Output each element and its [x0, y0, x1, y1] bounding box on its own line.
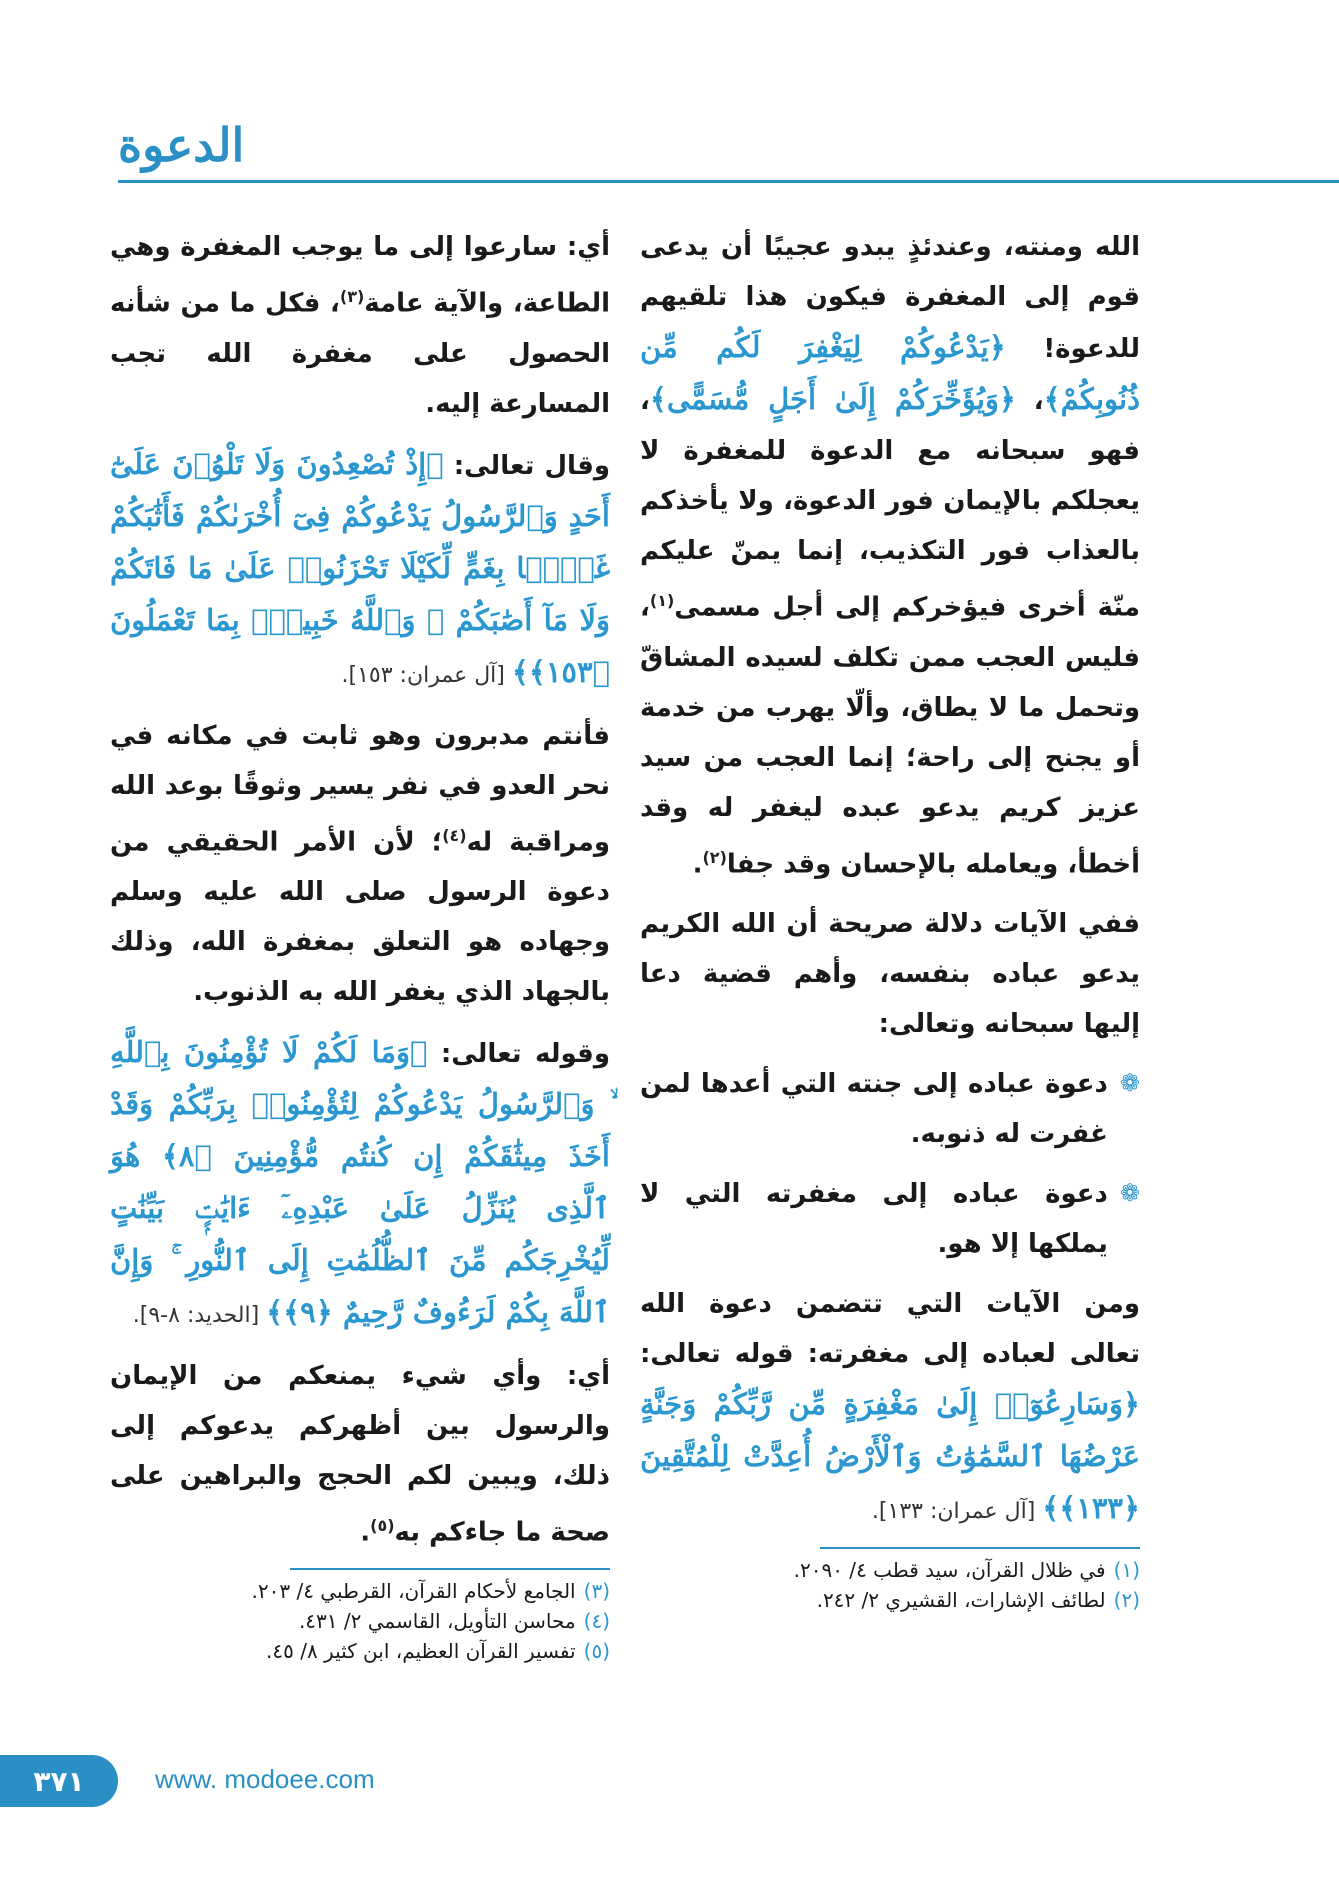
- bullet-item: [640, 1169, 1140, 1279]
- page-number: ٣٧١: [0, 1755, 118, 1807]
- footnote-divider: [290, 1568, 610, 1570]
- footnote-number: (٢): [1113, 1588, 1140, 1613]
- text: ومن الآيات التي تتضمن دعوة الله تعالى لعباده إلى مغفرته: قوله تعالى:: [640, 1289, 1140, 1370]
- flower-bullet-icon: ❁: [1119, 1179, 1140, 1208]
- footnote-ref[interactable]: (١): [649, 591, 675, 610]
- footnote: [110, 1576, 610, 1606]
- text: أي: وأي شيء يمنعكم من الإيمان والرسول بين أظهركم يدعوكم إلى ذلك، ويبين لكم الحجج والبراهين على صحة ما جاءكم به: [110, 1361, 610, 1548]
- website-link[interactable]: www. modoee.com: [155, 1764, 375, 1794]
- footnote-text: الجامع لأحكام القرآن، القرطبي ٤/ ٢٠٣.: [251, 1578, 576, 1603]
- text: وقوله تعالى:: [427, 1039, 610, 1070]
- text: .: [692, 849, 703, 880]
- text: ؛ لأن الأمر الحقيقي من دعوة الرسول صلى الله عليه وسلم وجهاده هو التعلق بمغفرة الله، وذلك بالجهاد الذي يغفر الله به الذنوب.: [110, 827, 610, 1008]
- footnote-ref[interactable]: (٤): [442, 825, 467, 845]
- footnote: [110, 1636, 610, 1666]
- text: .: [360, 1517, 371, 1548]
- verse-reference: [آل عمران: ١٣٣].: [871, 1499, 1043, 1525]
- footnote-text: لطائف الإشارات، القشيري ٢/ ٢٤٢.: [816, 1588, 1106, 1613]
- text: فأنتم مدبرون وهو ثابت في مكانه في نحر العدو في نفر يسير وثوقًا بوعد الله ومراقبة له: [110, 720, 610, 858]
- footnote-text: محاسن التأويل، القاسمي ٢/ ٤٣١.: [298, 1608, 576, 1633]
- quran-verse: ﴿وَمَا لَكُمْ لَا تُؤْمِنُونَ بِٱللَّهِ ۙ وَٱلرَّسُولُ يَدْعُوكُمْ لِتُؤْمِنُوا۟ بِرَبِّكُمْ وَقَدْ أَخَذَ مِيثَٰقَكُمْ إِن كُنتُم مُّؤْمِنِينَ ﴿٨﴾ هُوَ ٱلَّذِى يُنَزِّلُ عَلَىٰ عَبْدِهِۦٓ ءَايَٰتٍۭ بَيِّنَٰتٍ لِّيُخْرِجَكُم مِّنَ ٱلظُّلُمَٰتِ إِلَى ٱلنُّورِ ۚ وَإِنَّ ٱللَّهَ بِكُمْ لَرَءُوفٌ رَّحِيمٌ ﴿٩﴾﴾: [110, 1035, 610, 1330]
- paragraph: [110, 1351, 610, 1558]
- footnote: [640, 1555, 1140, 1585]
- text: ، فكل ما من شأنه الحصول على مغفرة الله تجب المسارعة إليه.: [110, 288, 610, 419]
- text: ،: [1015, 386, 1044, 416]
- footnote-number: (١): [1113, 1558, 1140, 1583]
- footnote-number: (٤): [583, 1608, 610, 1633]
- footnote-divider: [820, 1547, 1140, 1549]
- footnote: [640, 1585, 1140, 1615]
- quran-verse: ﴿إِذْ تُصْعِدُونَ وَلَا تَلْوُۥنَ عَلَىٰٓ أَحَدٍ وَٱلرَّسُولُ يَدْعُوكُمْ فِىٓ أُخْرَىٰكُمْ فَأَثَٰبَكُمْ غَمًّۢا بِغَمٍّ لِّكَيْلَا تَحْزَنُوا۟ عَلَىٰ مَا فَاتَكُمْ وَلَا مَآ أَصَٰبَكُمْ ۗ وَٱللَّهُ خَبِيرٌۢ بِمَا تَعْمَلُونَ ﴿١٥٣﴾﴾: [110, 446, 610, 689]
- quran-verse: ﴿يَدْعُوكُمْ لِيَغْفِرَ لَكُم مِّن ذُنُوبِكُمْ﴾: [640, 330, 1140, 416]
- text: أي: سارعوا إلى ما يوجب المغفرة وهي الطاعة، والآية عامة: [110, 232, 610, 319]
- quran-verse: ﴿وَسَارِعُوٓا۟ إِلَىٰ مَغْفِرَةٍ مِّن رَّبِّكُمْ وَجَنَّةٍ عَرْضُهَا ٱلسَّمَٰوَٰتُ وَٱلْأَرْضُ أُعِدَّتْ لِلْمُتَّقِينَ ﴿١٣٣﴾﴾: [640, 1387, 1140, 1526]
- verse-reference: [الحديد: ٨-٩].: [132, 1303, 267, 1329]
- paragraph: ففي الآيات دلالة صريحة أن الله الكريم يدعو عباده بنفسه، وأهم قضية دعا إليها سبحانه وتعالى:: [640, 909, 1140, 1040]
- paragraph: [110, 711, 610, 1018]
- flower-bullet-icon: ❁: [1119, 1069, 1140, 1098]
- footnote-ref[interactable]: (٣): [339, 287, 365, 306]
- bullet-text: دعوة عباده إلى جنته التي أعدها لمن غفرت له ذنوبه.: [640, 1069, 1108, 1150]
- paragraph: [640, 1279, 1140, 1537]
- text: ، فهو سبحانه مع الدعوة للمغفرة لا يعجلكم بالإيمان فور الدعوة، ولا يأخذكم بالعذاب فور التكذيب، إنما يمنّ عليكم منّة أخرى فيؤخركم إلى أجل مسمى: [640, 386, 1140, 623]
- paragraph: [110, 1027, 610, 1341]
- bullet-item: [640, 1059, 1140, 1169]
- page-title: الدعوة: [118, 118, 245, 172]
- paragraph: [110, 222, 610, 429]
- footnote-number: (٣): [583, 1578, 610, 1603]
- footnote-text: في ظلال القرآن، سيد قطب ٤/ ٢٠٩٠.: [793, 1558, 1106, 1583]
- left-column: [110, 222, 610, 1666]
- bullet-text: دعوة عباده إلى مغفرته التي لا يملكها إلا هو.: [640, 1179, 1108, 1260]
- footnote: [110, 1606, 610, 1636]
- text: الله ومنته، وعندئذٍ يبدو عجيبًا أن يدعى قوم إلى المغفرة فيكون هذا تلقيهم للدعوة!: [640, 232, 1140, 364]
- quran-verse: ﴿وَيُؤَخِّرَكُمْ إِلَىٰ أَجَلٍ مُّسَمًّى﴾: [649, 382, 1016, 416]
- paragraph: [640, 222, 1140, 889]
- text: ، فليس العجب ممن تكلف لسيده المشاقّ وتحمل ما لا يطاق، وألّا يهرب من خدمة أو يجنح إلى راحة؛ إنما العجب من سيد عزيز كريم يدعو عبده ليغفر له وقد أخطأ، ويعامله بالإحسان وقد جفا: [640, 592, 1140, 880]
- header-divider: [118, 180, 1339, 183]
- footnote-ref[interactable]: (٥): [370, 1516, 395, 1536]
- footnote-number: (٥): [583, 1638, 610, 1663]
- footnote-ref[interactable]: (٢): [702, 847, 727, 867]
- footnote-text: تفسير القرآن العظيم، ابن كثير ٨/ ٤٥.: [266, 1638, 576, 1663]
- verse-reference: [آل عمران: ١٥٣].: [341, 662, 512, 688]
- right-column: [640, 222, 1140, 1615]
- paragraph: [110, 439, 610, 701]
- text: وقال تعالى:: [443, 450, 611, 481]
